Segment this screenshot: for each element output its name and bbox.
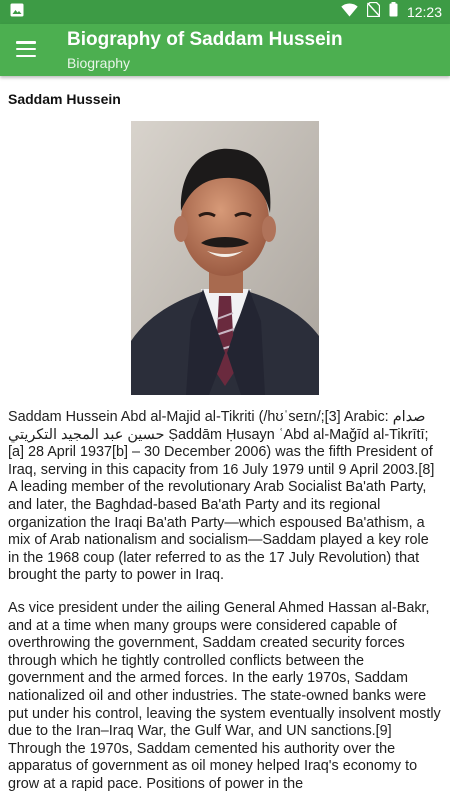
- para1-text-b: Ṣaddām Ḥusayn ʿAbd al-Maǧīd al-Tikrītī;[a] 28 April 1937[b] – 30 December 2006) was the fifth President of Iraq, serving in this capacity from 16 July 1979 until 9 April 2003.[8] A leading member of the revolutionary Arab Socialist Ba'ath Party, and later, the Baghdad-based Ba'ath Party and its regional organization the Iraqi Ba'ath Party—which espoused Ba'athism, a mix of Arab nationalism and socialism—Saddam played a key role in the 1968 coup (later referred to as the 17 July Revolution) that brought the party to power in Iraq.: [8, 426, 435, 584]
- biography-paragraph-1: [8, 409, 442, 585]
- app-title: Biography of Saddam Hussein: [67, 29, 343, 50]
- app-bar: [0, 24, 450, 76]
- menu-icon-line: [16, 41, 36, 44]
- image-notification-icon: [10, 3, 24, 22]
- para1-text-a: Saddam Hussein Abd al-Majid al-Tikriti (/hʊˈseɪn/;[3] Arabic:: [8, 409, 393, 425]
- status-bar: [0, 0, 450, 24]
- battery-icon: [389, 2, 398, 22]
- arabic-name: صدام حسين عبد المجيد التكريتي: [8, 409, 426, 443]
- status-time: 12:23: [406, 4, 442, 20]
- menu-icon-line: [16, 48, 36, 51]
- biography-paragraph-2: As vice president under the ailing General Ahmed Hassan al-Bakr, and at a time when many groups were considered capable of overthrowing the government, Saddam created security forces through which he tightly controlled conflicts between the government and the armed forces. In the early 1970s, Saddam nationalized oil and other industries. The state-owned banks were put under his control, leaving the system eventually insolvent mostly due to the Iran–Iraq War, the Gulf War, and UN sanctions.[9] Through the 1970s, Saddam cemented his authority over the apparatus of government as oil money helped Iraq's economy to grow at a rapid pace. Positions of power in the: [8, 599, 441, 792]
- wifi-icon: [341, 3, 358, 22]
- app-subtitle: Biography: [67, 55, 131, 71]
- article-content[interactable]: [0, 76, 450, 800]
- portrait-image: [131, 121, 319, 395]
- menu-button[interactable]: [16, 39, 36, 59]
- no-sim-icon: [367, 2, 380, 22]
- menu-icon-line: [16, 55, 36, 58]
- page-title: Saddam Hussein: [8, 91, 121, 107]
